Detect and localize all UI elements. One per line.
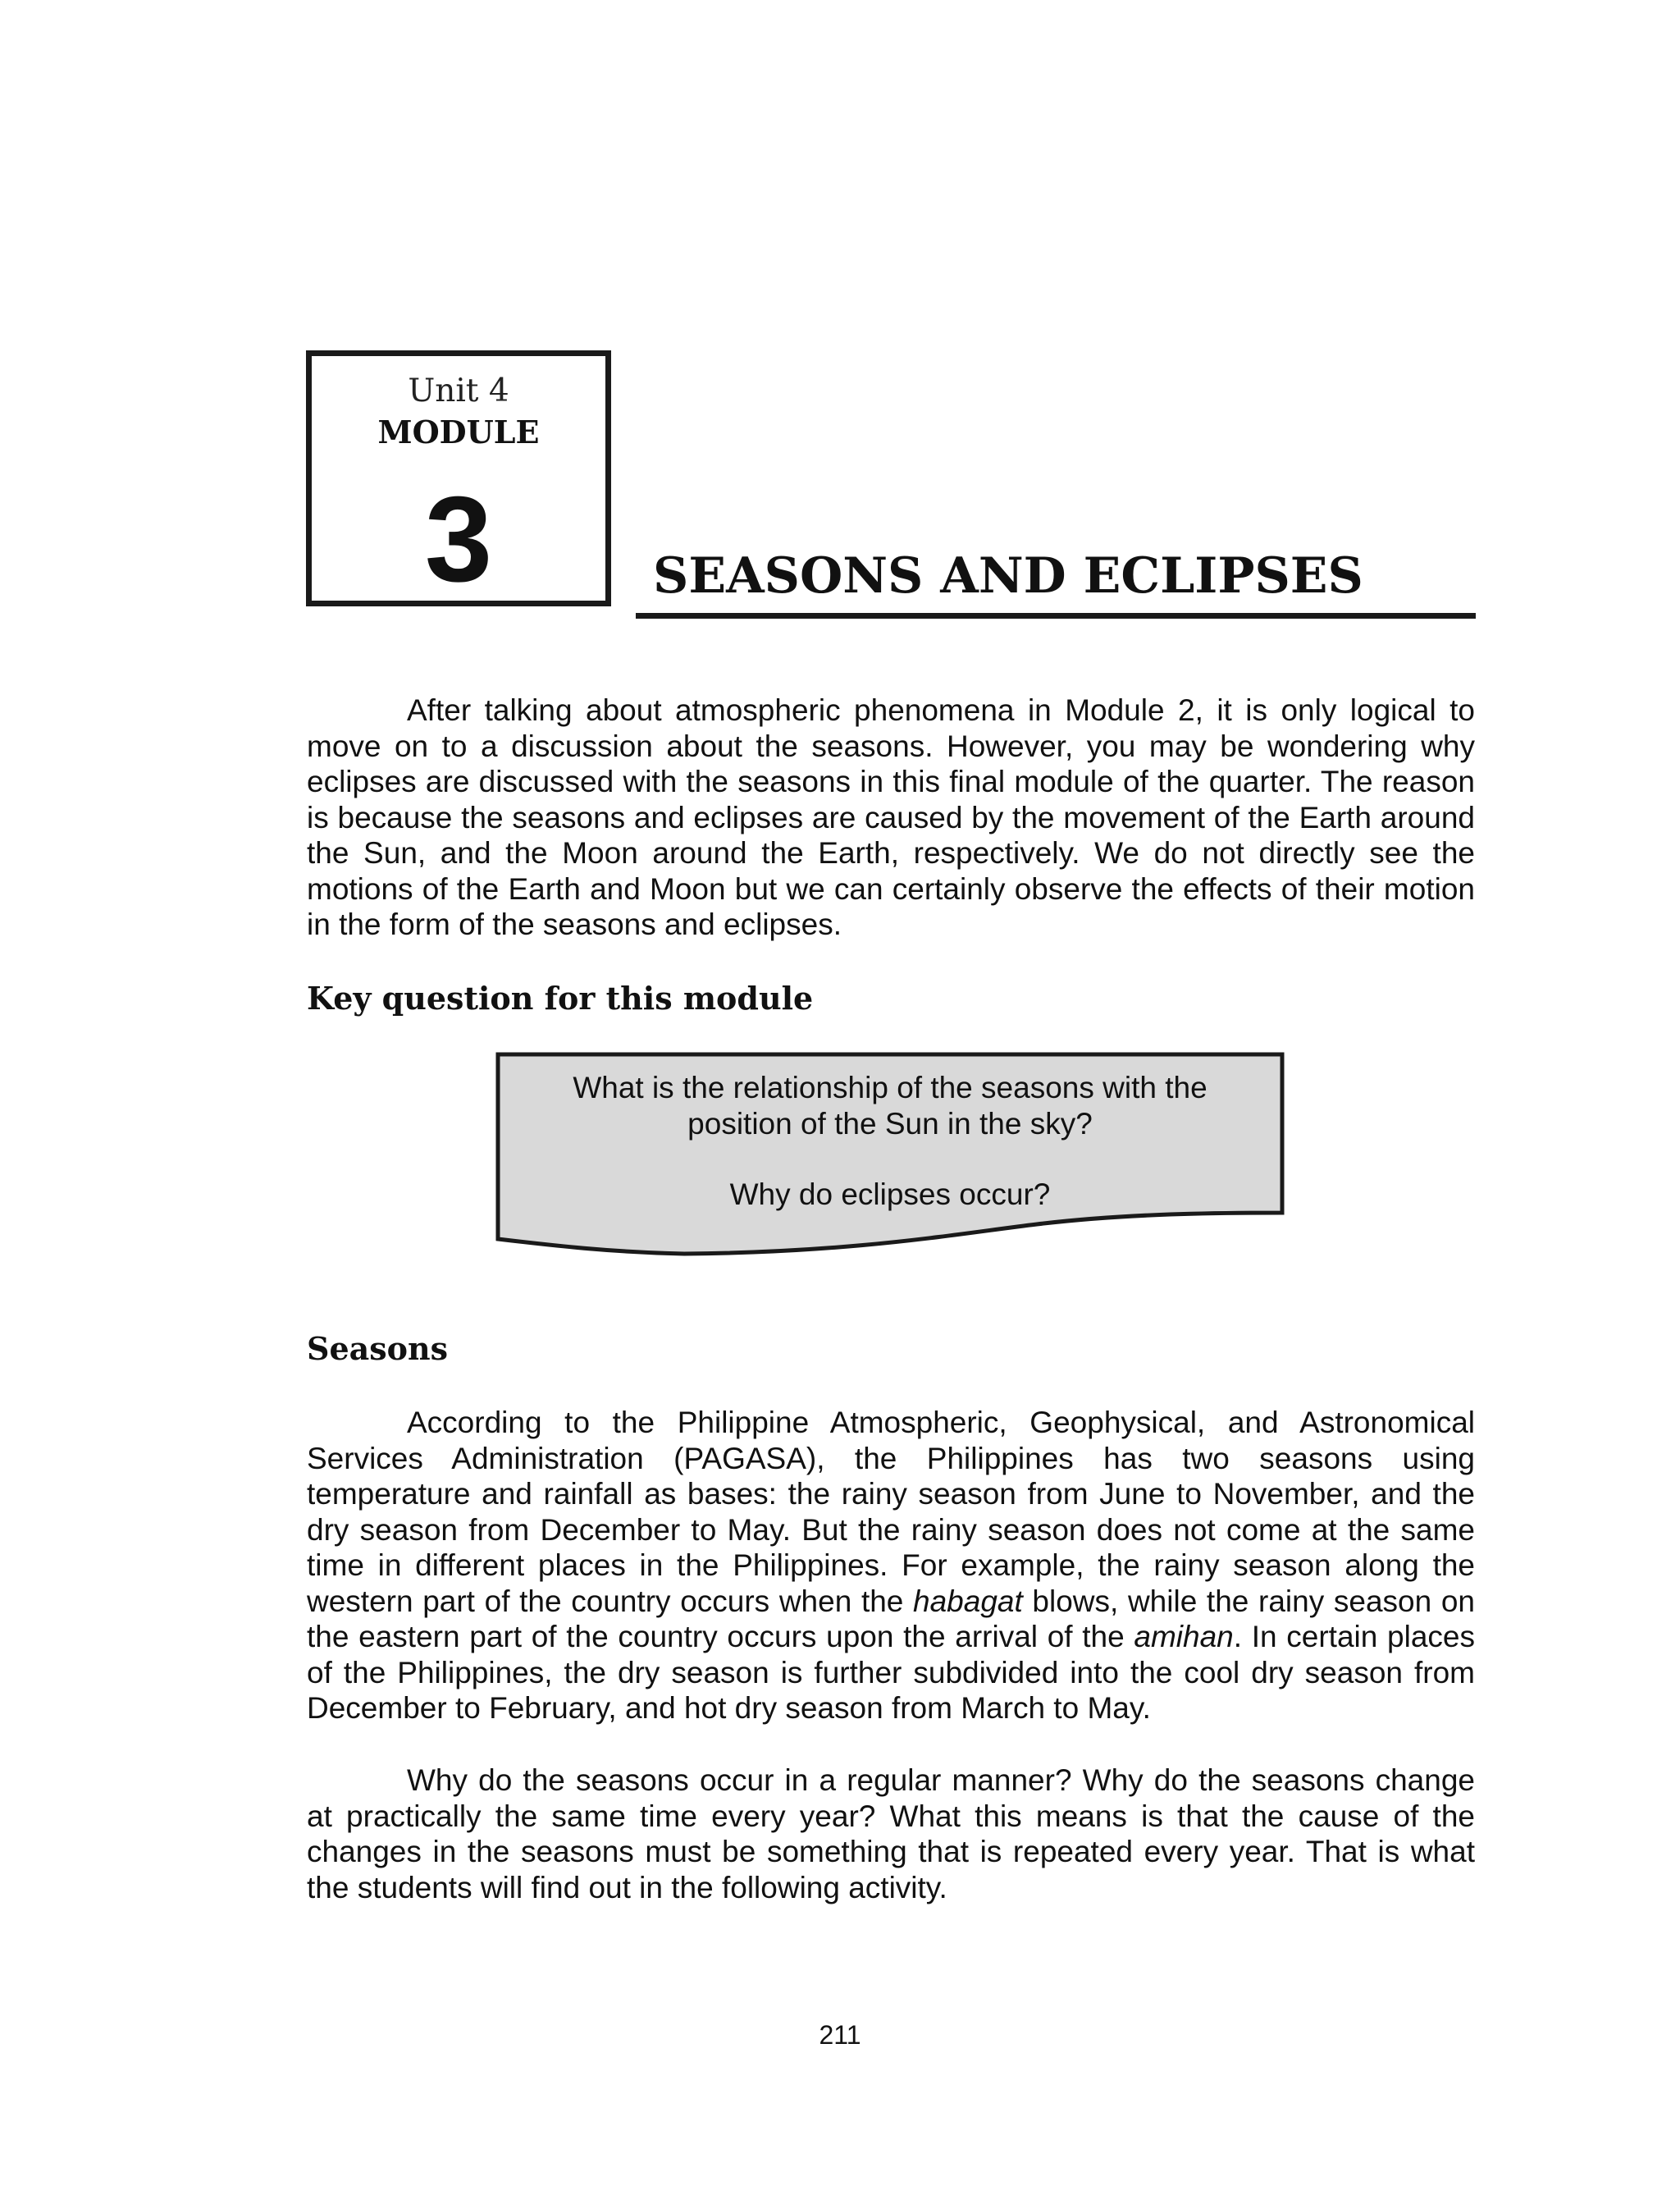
seasons-p1-text-a: According to the Philippine Atmospheric, Geophysical, and Astronomical Services Administration (PAGASA), the Philippines has two seasons using temperature and rainfall as bases: the rainy season from June to November, and the dry season from December to May. But the rainy season does not come at the same time in different places in the Philippines. For example, the rainy season along the western part of the country occurs when the <box>307 1406 1475 1618</box>
module-number: 3 <box>424 472 493 607</box>
module-label: MODULE <box>377 414 540 450</box>
seasons-p1-text-c: . In certain places of the Philippines, the dry season is further subdivided into the cool dry season from December to February, and hot dry season from March to May. <box>307 1620 1475 1725</box>
page-number: 211 <box>819 2020 861 2050</box>
title-underline <box>636 613 1476 619</box>
seasons-heading: Seasons <box>307 1330 449 1367</box>
seasons-p2-text: Why do the seasons occur in a regular manner? Why do the seasons change at practically the same time every year? What this means is that the cause of the changes in the seasons must be something that is repeated every year. That is what the students will find out in the following activity. <box>307 1763 1475 1904</box>
key-question-box <box>495 1052 1285 1259</box>
module-badge <box>306 350 611 606</box>
seasons-p1-text-b: blows, while the rainy season on the eastern part of the country occurs upon the arrival of the <box>307 1584 1475 1653</box>
unit-label: Unit 4 <box>408 373 509 409</box>
habagat-term: habagat <box>913 1584 1023 1618</box>
key-question-2: Why do eclipses occur? <box>729 1177 1051 1211</box>
key-question-1: What is the relationship of the seasons with the position of the Sun in the sky? <box>573 1071 1208 1141</box>
key-question-heading: Key question for this module <box>307 980 814 1017</box>
intro-text: After talking about atmospheric phenomena in Module 2, it is only logical to move on to a discussion about the seasons. However, you may be wondering why eclipses are discussed with the seasons in this final module of the quarter. The reason is because the seasons and eclipses are caused by the movement of the Earth around the Sun, and the Moon around the Earth, respectively. We do not directly see the motions of the Earth and Moon but we can certainly observe the effects of their motion in the form of the seasons and eclipses. <box>307 693 1475 941</box>
intro-paragraph <box>307 693 1475 943</box>
seasons-paragraph-2 <box>307 1763 1475 1905</box>
seasons-paragraph-1 <box>307 1405 1475 1726</box>
amihan-term: amihan <box>1134 1620 1234 1653</box>
page-title: SEASONS AND ECLIPSES <box>653 547 1363 605</box>
